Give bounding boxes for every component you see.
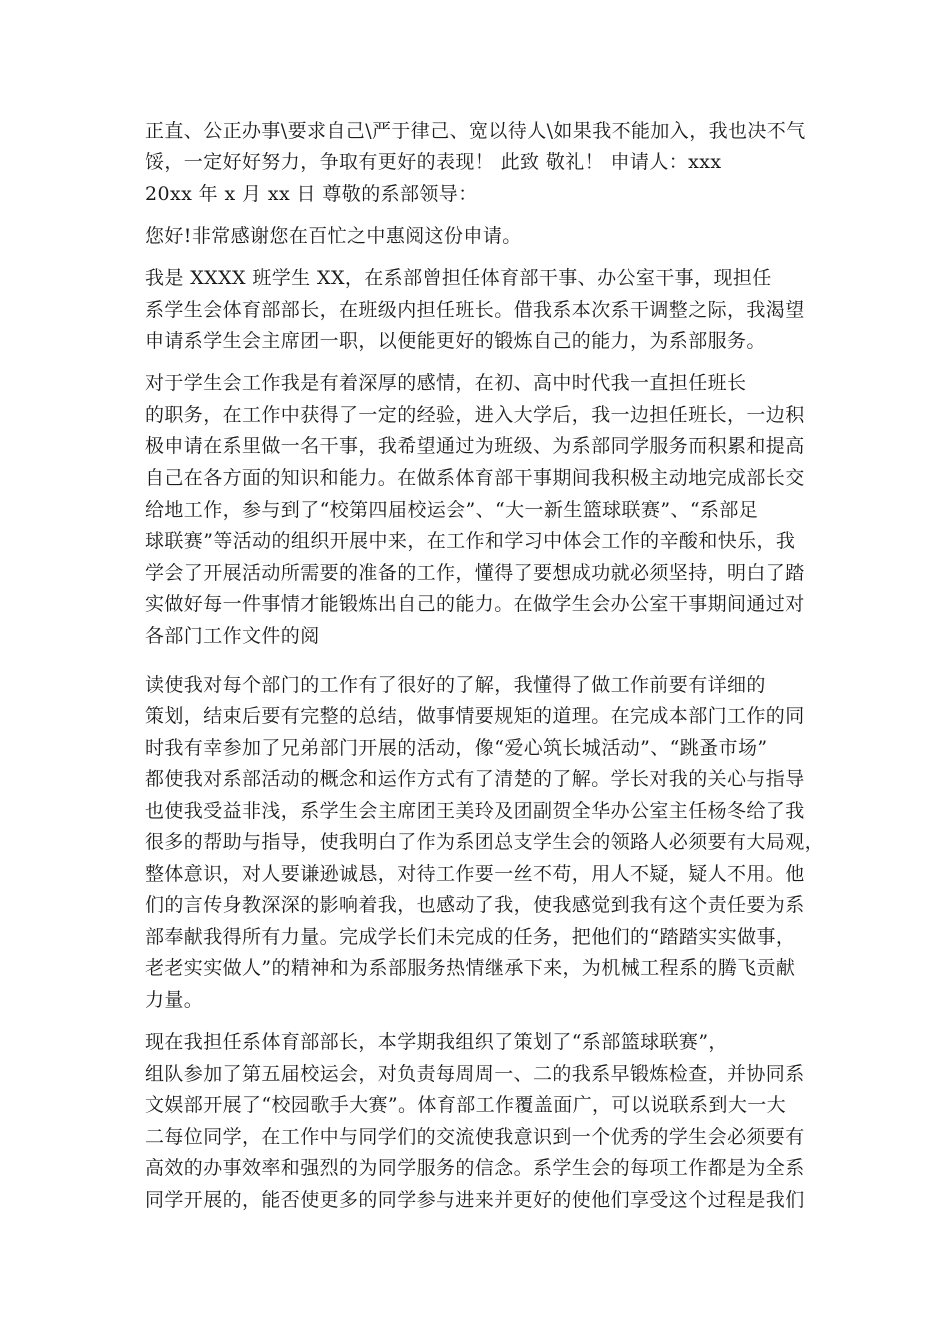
text-line: 老老实实做人”的精神和为系部服务热情继承下来，为机械工程系的腾飞贡献 (145, 957, 796, 979)
text-line: 力量。 (145, 989, 204, 1011)
text-line: 您好!非常感谢您在百忙之中惠阅这份申请。 (145, 225, 522, 247)
text-line: 现在我担任系体育部部长，本学期我组织了策划了“系部篮球联赛”， (145, 1031, 728, 1053)
text-line: 都使我对系部活动的概念和运作方式有了清楚的了解。学长对我的关心与指导 (145, 768, 805, 790)
text-line: 高效的办事效率和强烈的为同学服务的信念。系学生会的每项工作都是为全系 (145, 1157, 805, 1179)
text-line: 二每位同学，在工作中与同学们的交流使我意识到一个优秀的学生会必须要有 (145, 1126, 805, 1148)
text-line: 很多的帮助与指导，使我明白了作为系团总支学生会的领路人必须要有大局观， (145, 831, 825, 853)
text-line: 读使我对每个部门的工作有了很好的了解，我懂得了做工作前要有详细的 (145, 674, 766, 696)
text-line: 对于学生会工作我是有着深厚的感情，在初、高中时代我一直担任班长 (145, 372, 747, 394)
text-line: 系学生会体育部部长，在班级内担任班长。借我系本次系干调整之际，我渴望 (145, 299, 805, 321)
text-line: 的职务，在工作中获得了一定的经验，进入大学后，我一边担任班长，一边积 (145, 404, 805, 426)
text-line: 们的言传身教深深的影响着我，也感动了我，使我感觉到我有这个责任要为系 (145, 894, 805, 916)
text-line: 部奉献我得所有力量。完成学长们未完成的任务，把他们的“踏踏实实做事， (145, 926, 796, 948)
text-line: 策划，结束后要有完整的总结，做事情要规矩的道理。在完成本部门工作的同 (145, 705, 805, 727)
text-line: 文娱部开展了“校园歌手大赛”。体育部工作覆盖面广，可以说联系到大一大 (145, 1094, 787, 1116)
text-line: 实做好每一件事情才能锻炼出自己的能力。在做学生会办公室干事期间通过对 (145, 593, 805, 615)
text-line: 也使我受益非浅，系学生会主席团王美玲及团副贺全华办公室主任杨冬给了我 (145, 800, 805, 822)
text-line: 各部门工作文件的阅 (145, 625, 320, 647)
text-line: 20xx 年 x 月 xx 日 尊敬的系部领导： (145, 183, 478, 205)
text-line: 时我有幸参加了兄弟部门开展的活动，像“爱心筑长城活动”、“跳蚤市场” (145, 737, 768, 759)
text-line: 给地工作，参与到了“校第四届校运会”、“大一新生篮球联赛”、“系部足 (145, 499, 759, 521)
text-line: 极申请在系里做一名干事，我希望通过为班级、为系部同学服务而积累和提高 (145, 435, 805, 457)
text-line: 自己在各方面的知识和能力。在做系体育部干事期间我积极主动地完成部长交 (145, 467, 805, 489)
text-line: 申请系学生会主席团一职，以便能更好的锻炼自己的能力，为系部服务。 (145, 330, 766, 352)
text-line: 正直、公正办事\要求自己\严于律己、宽以待人\如果我不能加入，我也决不气 (145, 120, 806, 142)
text-line: 球联赛”等活动的组织开展中来，在工作和学习中体会工作的辛酸和快乐，我 (145, 530, 796, 552)
text-line: 我是 XXXX 班学生 XX，在系部曾担任体育部干事、办公室干事，现担任 (145, 267, 772, 289)
text-line: 学会了开展活动所需要的准备的工作，懂得了要想成功就必须坚持，明白了踏 (145, 562, 805, 584)
text-line: 同学开展的，能否使更多的同学参与进来并更好的使他们享受这个过程是我们 (145, 1189, 805, 1211)
text-line: 整体意识，对人要谦逊诚恳，对待工作要一丝不苟，用人不疑，疑人不用。他 (145, 863, 805, 885)
text-line: 馁，一定好好努力，争取有更好的表现！ 此致 敬礼！ 申请人：xxx (145, 151, 722, 173)
text-line: 组队参加了第五届校运会，对负责每周周一、二的我系早锻炼检查，并协同系 (145, 1063, 805, 1085)
